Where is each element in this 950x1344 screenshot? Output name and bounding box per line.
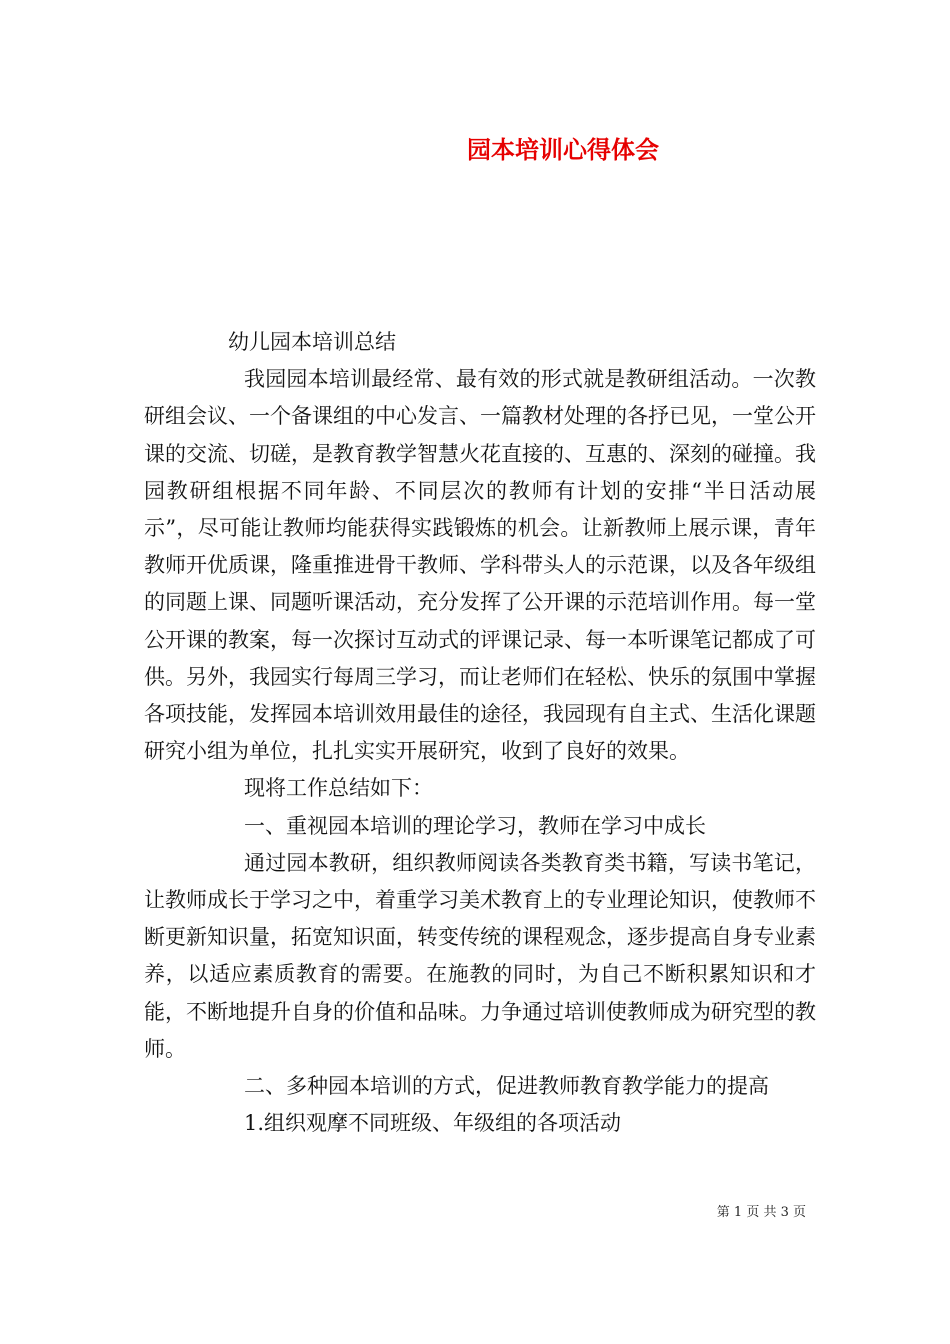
- heading-subsection-1: 1.组织观摩不同班级、年级组的各项活动: [244, 1111, 622, 1136]
- paragraph-summary-lead: 现将工作总结如下：: [244, 776, 433, 801]
- paragraph-intro: 我园园本培训最经常、最有效的形式就是教研组活动。一次教研组会议、一个备课组的中心发言、一篇教材处理的各抒已见，一堂公开课的交流、切磋，是教育教学智慧火花直接的、互惠的、深刻的碰撞。我园教研组根据不同年龄、不同层次的教师有计划的安排“半日活动展示”，尽可能让教师均能获得实践锻炼的机会。让新教师上展示课，青年教师开优质课，隆重推进骨干教师、学科带头人的示范课，以及各年级组的同题上课、同题听课活动，充分发挥了公开课的示范培训作用。每一堂公开课的教案，每一次探讨互动式的评课记录、每一本听课笔记都成了可供。另外，我园实行每周三学习，而让老师们在轻松、快乐的氛围中掌握各项技能，发挥园本培训效用最佳的途径，我园现有自主式、生活化课题研究小组为单位，扎扎实实开展研究，收到了良好的效果。: [144, 367, 816, 764]
- heading-section-2: 二、多种园本培训的方式，促进教师教育教学能力的提高: [244, 1074, 769, 1099]
- document-body: [144, 324, 816, 1142]
- paragraph-section-1: 通过园本教研，组织教师阅读各类教育类书籍，写读书笔记，让教师成长于学习之中，着重学习美术教育上的专业理论知识，使教师不断更新知识量，拓宽知识面，转变传统的课程观念，逐步提高自身专业素养，以适应素质教育的需要。在施教的同时，为自己不断积累知识和才能，不断地提升自身的价值和品味。力争通过培训使教师成为研究型的教师。: [144, 850, 816, 1061]
- section-subtitle: 幼儿园本培训总结: [228, 330, 396, 354]
- heading-section-1: 一、重视园本培训的理论学习，教师在学习中成长: [244, 813, 706, 838]
- document-title: 园本培训心得体会: [467, 135, 659, 164]
- page-number: 第 1 页 共 3 页: [716, 1205, 806, 1220]
